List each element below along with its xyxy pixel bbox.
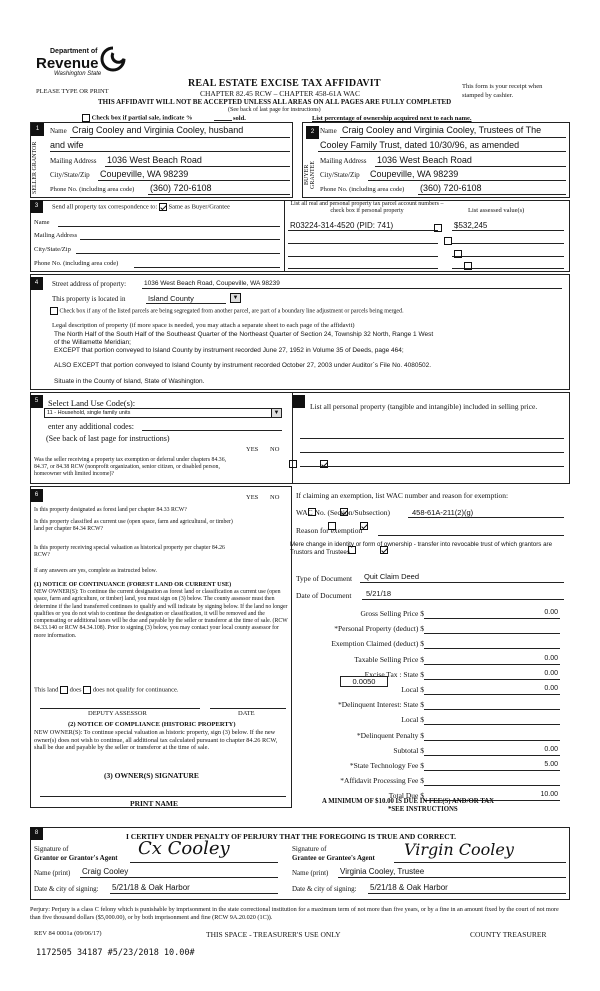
sec3-addr-label: Mailing Address — [34, 232, 78, 239]
tax-row-value[interactable]: 0.00 — [544, 655, 558, 662]
legal-line3: EXCEPT that portion conveyed to Island County by instrument recorded June 27, 1952 in Volume 35 of Deeds, page 464; — [54, 347, 404, 354]
legal-line2: of the Willamette Meridian; — [54, 339, 131, 346]
segregated-row — [50, 307, 404, 315]
buyer-addr-label: Mailing Address — [320, 157, 367, 165]
sec3-name-label: Name — [34, 219, 50, 226]
tax-row-label: *Affidavit Processing Fee $ — [340, 776, 424, 785]
tax-row-label: Gross Selling Price $ — [360, 609, 424, 618]
grantee-sig-label2: Grantee or Grantee's Agent — [292, 854, 375, 862]
sec5-yes: YES — [246, 446, 259, 453]
minimum-note: A MINIMUM OF $10.00 IS DUE IN FEE(S) AND/OR TAX — [322, 798, 495, 805]
tax-row-value[interactable]: 5.00 — [544, 761, 558, 768]
buyer-phone-value[interactable]: (360) 720-6108 — [420, 183, 482, 193]
perjury-statement: Perjury: Perjury is a class C felony which is punishable by imprisonment in the state correctional institution for a maximum term of not more than five years, or by a fine in an amount fixed by the court of not more than five thousand dollars ($5,000.00), or by both imprisonment and fine (RCW 9A.20.020 (1C)). — [30, 906, 559, 921]
tax-row-label: Subtotal $ — [393, 746, 424, 755]
tax-row-label: *State Technology Fee $ — [349, 761, 424, 770]
additional-codes-label: enter any additional codes: — [48, 422, 134, 431]
buyer-city-value[interactable]: Coupeville, WA 98239 — [370, 169, 459, 179]
forest-question: Is this property designated as forest land per chapter 84.33 RCW? — [34, 507, 187, 513]
tax-row-label: *Delinquent Penalty $ — [356, 731, 424, 740]
tax-row-value[interactable]: 10.00 — [540, 791, 558, 798]
tax-row-label: *Delinquent Interest: State $ — [337, 700, 424, 709]
land-use-label: Select Land Use Code(s): — [48, 398, 136, 408]
notice2-text: NEW OWNER(S): To continue special valuation as historic property, sign (3) below. If the new owner(s) does not wish to continue, all additional tax calculated pursuant to chapter 84.26 RCW, shall be due and payable by the seller or transferor at the time of sale. — [34, 729, 278, 751]
land-use-value: 11 - Household, single family units — [47, 410, 131, 416]
recording-stamp: 1172505 34187 #5/23/2018 10.00# — [36, 948, 195, 958]
section-8-badge: 8 — [30, 827, 43, 840]
receipt-note: This form is your receipt when stamped by cashier. — [462, 83, 543, 99]
seller-city-value[interactable]: Coupeville, WA 98239 — [100, 169, 189, 179]
this-land-row — [34, 686, 179, 694]
wa-swirl-icon — [100, 46, 126, 72]
section-5-badge: 5 — [30, 395, 43, 408]
legal-label: Legal description of property (if more space is needed, you may attach a separate sheet to each page of the affidavit) — [52, 322, 355, 329]
print-note: PLEASE TYPE OR PRINT — [36, 88, 109, 95]
segregated-label: Check box if any of the listed parcels are being segregated from another parcel, are part of a boundary line adjustment or parcels being merged. — [59, 308, 404, 315]
seller-city-label: City/State/Zip — [50, 171, 90, 179]
grantor-date[interactable]: 5/21/18 & Oak Harbor — [112, 883, 190, 892]
seller-addr-label: Mailing Address — [50, 157, 97, 165]
does-label: does — [69, 686, 82, 694]
assessed-value[interactable]: $532,245 — [454, 221, 488, 230]
certify-statement: I CERTIFY UNDER PENALTY OF PERJURY THAT THE FOREGOING IS TRUE AND CORRECT. — [126, 832, 457, 841]
sec5-no: NO — [270, 446, 280, 453]
tax-row-label: Taxable Selling Price $ — [354, 655, 424, 664]
does-not-label: does not qualify for continuance. — [92, 686, 179, 694]
grantor-sig-label1: Signature of — [34, 845, 69, 853]
county-value[interactable]: Island County — [148, 294, 194, 303]
this-land-label: This land — [34, 686, 59, 694]
form-warning: THIS AFFIDAVIT WILL NOT BE ACCEPTED UNLESS ALL AREAS ON ALL PAGES ARE FULLY COMPLETED — [98, 98, 452, 106]
owner-signature-label: (3) OWNER(S) SIGNATURE — [104, 771, 199, 780]
sec3-send-label — [52, 203, 230, 211]
notice2-title: (2) NOTICE OF COMPLIANCE (HISTORIC PROPERTY) — [68, 721, 236, 728]
does-checkbox[interactable] — [60, 686, 68, 694]
grantee-date[interactable]: 5/21/18 & Oak Harbor — [370, 883, 448, 892]
form-chapter: CHAPTER 82.45 RCW – CHAPTER 458-61A WAC — [200, 89, 360, 98]
parcel-value[interactable]: R03224-314-4520 (PID: 741) — [290, 221, 394, 230]
same-as-buyer-checkbox[interactable] — [159, 203, 167, 211]
current-use-question: Is this property classified as current use (open space, farm and agricultural, or timber) land per chapter 84.34 RCW? — [34, 519, 233, 532]
rev-number: REV 84 0001a (09/06/17) — [34, 930, 102, 937]
tax-row-label: Excise Tax : State $ — [364, 670, 424, 679]
partial-pct-field[interactable] — [214, 120, 232, 121]
does-not-checkbox[interactable] — [83, 686, 91, 694]
section-6-badge: 6 — [30, 489, 43, 502]
tax-row-label: Total Due $ — [388, 791, 424, 800]
buyer-name-value2[interactable]: Cooley Family Trust, dated 10/30/96, as amended — [320, 140, 520, 150]
assessed-header: List assessed value(s) — [468, 207, 525, 214]
treasurer-space: THIS SPACE - TREASURER'S USE ONLY — [206, 930, 341, 939]
parcel-2-personal-checkbox[interactable] — [444, 237, 452, 245]
historic-question: Is this property receiving special valuation as historical property per chapter 84.26 RCW? — [34, 545, 225, 558]
segregated-checkbox[interactable] — [50, 307, 58, 315]
partial-sale-label: Check box if partial sale, indicate % — [91, 114, 193, 122]
section-7-badge — [292, 395, 305, 408]
seller-name-value2[interactable]: and wife — [50, 140, 84, 150]
grantor-sig-label2: Grantor or Grantor's Agent — [34, 854, 118, 862]
exempt-no-checkbox[interactable] — [320, 460, 328, 468]
street-label: Street address of property: — [52, 280, 127, 288]
tax-row-label: Exemption Claimed (deduct) $ — [331, 639, 424, 648]
see-instructions-note: *SEE INSTRUCTIONS — [388, 806, 458, 813]
parcel-3-personal-checkbox[interactable] — [454, 250, 462, 258]
located-label: This property is located in — [52, 295, 126, 303]
buyer-addr-value[interactable]: 1036 West Beach Road — [377, 155, 472, 165]
tax-row-value[interactable]: 0.00 — [544, 746, 558, 753]
sec3-phone-label: Phone No. (including area code) — [34, 260, 119, 267]
tax-row-value[interactable]: 0.00 — [544, 609, 558, 616]
wac-label: WAC No. (Section/Subsection) — [296, 508, 390, 517]
section-6 — [30, 486, 292, 808]
section-1-badge: 1 — [31, 123, 44, 136]
wac-value[interactable]: 458-61A-211(2)(g) — [412, 508, 474, 517]
grantor-name-label: Name (print) — [34, 869, 71, 877]
exempt-question: Was the seller receiving a property tax exemption or deferral under chapters 84.36, 84.37, or 84.38 RCW (nonprofit organization, senior citizen, or disabled person, homeowner with limited income)? — [34, 457, 227, 477]
legal-line4: ALSO EXCEPT that portion conveyed to Island County by instrument recorded October 27, 2003 under Auditor`s File No. 4080502. — [54, 362, 432, 369]
dept-line2: Revenue — [36, 55, 99, 72]
deputy-date-label: DATE — [238, 710, 255, 717]
parcel-1-personal-checkbox[interactable] — [434, 224, 442, 232]
partial-sale-checkbox[interactable] — [82, 114, 90, 122]
see-back-note: (See back of last page for instructions) — [228, 107, 321, 113]
personal-property-label: List all personal property (tangible and intangible) included in selling price. — [310, 402, 538, 411]
buyer-city-label: City/State/Zip — [320, 171, 360, 179]
parcel-4-personal-checkbox[interactable] — [464, 262, 472, 270]
section-4-badge: 4 — [30, 277, 43, 290]
send-label: Send all property tax correspondence to: — [52, 203, 158, 211]
notice1-text: NEW OWNER(S): To continue the current designation as forest land or classification as current use (open space, farm and agriculture, or timber) land, you must sign on (3) below. The county assessor must then determine if the land transferred continues to qualify and will indicate by signing below. If the land no longer qualifies or you do not wish to continue the designation or classification, it will be removed and the compensating or additional taxes will be due and payable by the seller or transferor at the time of sale. (RCW 84.33.140 or RCW 84.34.108). Prior to signing (3) below, you may contact your local county assessor for more information. — [34, 589, 288, 639]
grantee-name[interactable]: Virginia Cooley, Trustee — [340, 867, 425, 876]
sec5-see-back: (See back of last page for instructions) — [46, 434, 170, 443]
same-as-buyer-label: Same as Buyer/Grantee — [168, 203, 230, 211]
buyer-phone-label: Phone No. (including area code) — [320, 186, 405, 193]
section-2-badge: 2 — [306, 126, 319, 139]
print-name-label: PRINT NAME — [130, 799, 178, 808]
section-3-badge: 3 — [30, 200, 43, 213]
grantee-date-label: Date & city of signing: — [292, 885, 357, 893]
tax-row-label: Local $ — [401, 685, 424, 694]
street-value[interactable]: 1036 West Beach Road, Coupeville, WA 98239 — [144, 280, 280, 287]
doc-date-label: Date of Document — [296, 591, 352, 600]
reason-value[interactable]: Mere change in identity or form of ownership - transfer into revocable trust of which grantors are Trustors and Trustees — [290, 541, 553, 556]
list-pct-note: List percentage of ownership acquired next to each name. — [312, 115, 472, 122]
seller-addr-value[interactable]: 1036 West Beach Road — [107, 155, 202, 165]
dept-line3: Washington State — [54, 71, 102, 77]
tax-row-value[interactable]: 0.00 — [544, 670, 558, 677]
land-use-dropdown-icon[interactable]: ▼ — [271, 409, 281, 417]
buyer-name-label: Name — [320, 127, 337, 135]
seller-name-value[interactable]: Craig Cooley and Virginia Cooley, husband — [72, 125, 244, 135]
grantor-signature[interactable]: Cx Cooley — [138, 838, 230, 859]
seller-vertical-label: SELLER GRANTOR — [32, 141, 38, 195]
tax-row-value[interactable]: 0.00 — [544, 685, 558, 692]
grantee-sig-label1: Signature of — [292, 845, 327, 853]
land-use-select[interactable] — [44, 408, 282, 418]
legal-line1: The North Half of the South Half of the Southeast Quarter of the Northeast Quarter of Section 24, Township 32 North, Range 1 West — [54, 331, 434, 338]
dor-logo — [34, 44, 134, 82]
buyer-vertical-label: BUYER GRANTEE — [304, 161, 316, 189]
grantee-name-label: Name (print) — [292, 869, 329, 877]
county-dropdown-icon[interactable]: ▼ — [230, 293, 241, 303]
partial-sale-row — [82, 114, 193, 122]
sec3-city-label: City/State/Zip — [34, 246, 71, 253]
tax-row-label: *Personal Property (deduct) $ — [334, 624, 424, 633]
if-any-note: If any answers are yes, complete as instructed below. — [34, 568, 157, 574]
local-rate-field[interactable]: 0.0050 — [340, 676, 388, 687]
seller-phone-label: Phone No. (including area code) — [50, 186, 135, 193]
grantor-date-label: Date & city of signing: — [34, 885, 99, 893]
dept-line1: Department of — [50, 48, 98, 55]
doc-date-value[interactable]: 5/21/18 — [366, 589, 392, 598]
notice1-title: (1) NOTICE OF CONTINUANCE (FOREST LAND OR CURRENT USE) — [34, 581, 232, 588]
tax-row-label: Local $ — [401, 715, 424, 724]
deputy-assessor-label: DEPUTY ASSESSOR — [88, 710, 147, 717]
legal-line5: Situate in the County of Island, State of Washington. — [54, 378, 205, 385]
sec6-yes: YES — [246, 494, 259, 501]
grantor-name[interactable]: Craig Cooley — [82, 867, 129, 876]
buyer-name-value[interactable]: Craig Cooley and Virginia Cooley, Trustees of The — [342, 125, 542, 135]
county-treasurer: COUNTY TREASURER — [470, 930, 547, 939]
sec6-no: NO — [270, 494, 280, 501]
doc-type-value[interactable]: Quit Claim Deed — [364, 572, 420, 581]
grantee-signature[interactable]: Virgin Cooley — [404, 840, 514, 859]
exempt-yes-checkbox[interactable] — [289, 460, 297, 468]
seller-phone-value[interactable]: (360) 720-6108 — [150, 183, 212, 193]
doc-type-label: Type of Document — [296, 574, 353, 583]
reason-label: Reason for exemption — [296, 526, 363, 535]
form-title: REAL ESTATE EXCISE TAX AFFIDAVIT — [188, 78, 381, 89]
sold-label: sold. — [233, 115, 246, 122]
exemption-label: If claiming an exemption, list WAC number and reason for exemption: — [296, 491, 509, 500]
seller-name-label: Name — [50, 127, 67, 135]
parcel-header: List all real and personal property tax parcel account numbers – check box if personal property — [290, 201, 444, 214]
